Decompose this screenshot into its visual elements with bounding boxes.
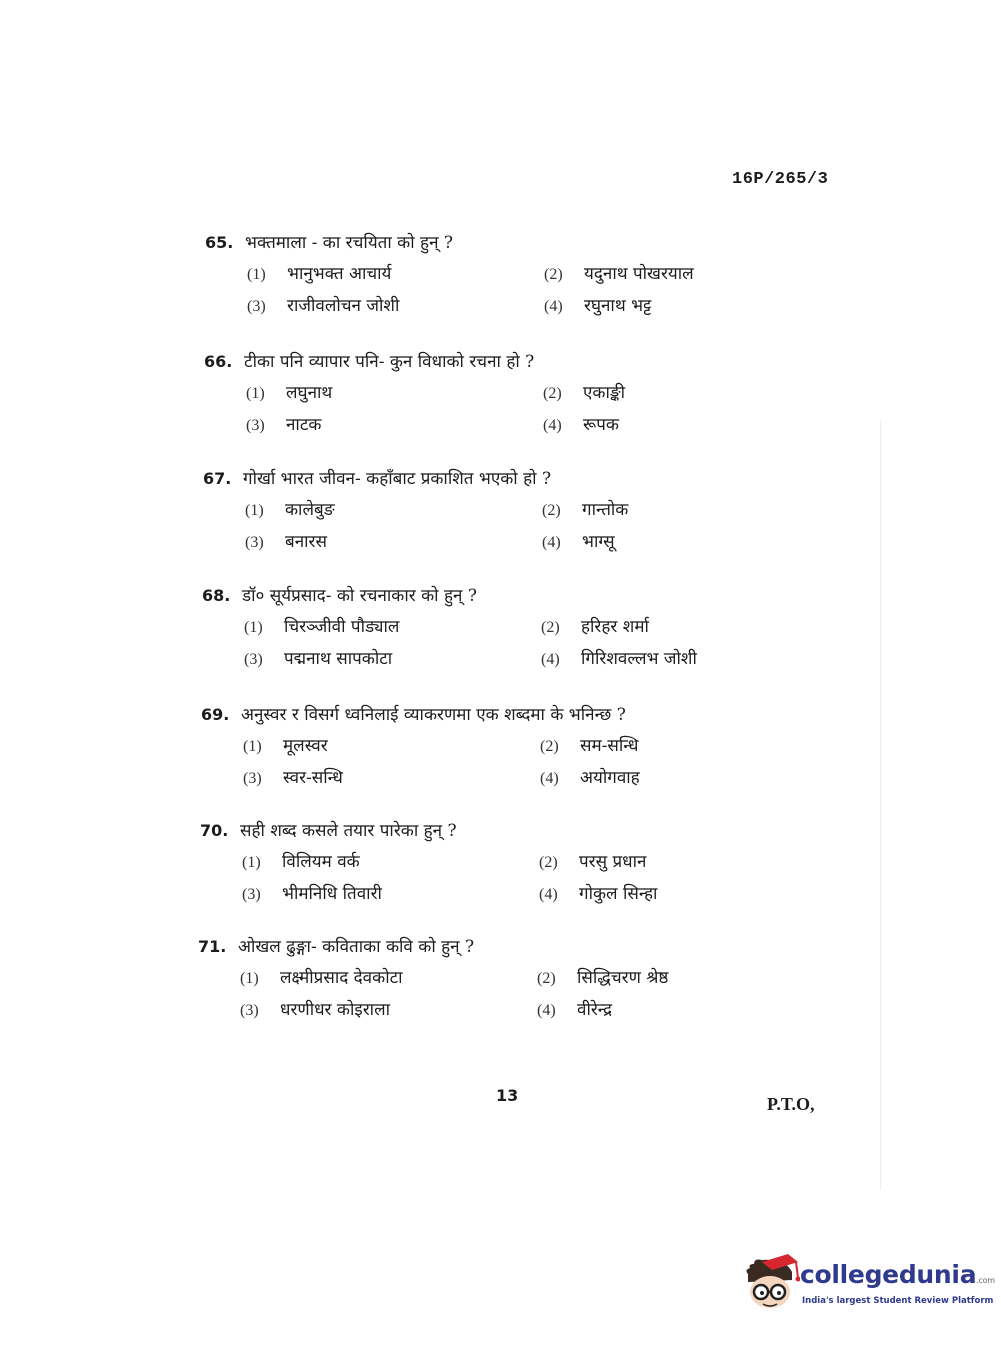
option-row (200, 878, 760, 910)
option-text: गान्तोक (582, 500, 629, 520)
option-3 (240, 994, 390, 1027)
option-4 (539, 878, 657, 911)
question-number: 68. (202, 586, 231, 605)
logo-brand-name: collegedunia (800, 1260, 977, 1289)
option-text: पद्मनाथ सापकोटा (284, 649, 393, 669)
option-row (202, 611, 762, 643)
question-text: भक्तमाला - का रचयिता को हुन् ? (245, 233, 454, 253)
option-text: रघुनाथ भट्ट (584, 296, 652, 316)
option-2 (543, 377, 625, 410)
option-number: (2) (542, 502, 561, 519)
option-number: (2) (539, 854, 558, 871)
option-4 (540, 762, 640, 795)
option-text: कालेबुङ (285, 500, 335, 520)
question-66 (204, 347, 764, 441)
option-text: लघुनाथ (286, 383, 333, 403)
option-1 (247, 258, 391, 291)
option-number: (4) (541, 651, 560, 668)
option-text: सम-सन्धि (580, 736, 639, 756)
option-number: (3) (245, 534, 264, 551)
option-number: (4) (543, 417, 562, 434)
question-stem (201, 700, 761, 730)
option-2 (537, 962, 668, 995)
option-4 (541, 643, 697, 676)
option-3 (245, 526, 327, 559)
option-number: (1) (246, 385, 265, 402)
option-3 (243, 762, 343, 795)
option-text: नाटक (286, 415, 322, 435)
option-2 (544, 258, 694, 291)
logo-dotcom: .com (976, 1276, 995, 1285)
option-number: (4) (542, 534, 561, 551)
option-row (200, 846, 760, 878)
question-67 (203, 464, 763, 558)
option-number: (1) (243, 738, 262, 755)
option-text: गोकुल सिन्हा (579, 884, 658, 904)
collegedunia-logo (742, 1252, 995, 1316)
option-text: स्वर-सन्धि (283, 768, 343, 788)
option-number: (3) (246, 417, 265, 434)
question-stem (198, 932, 758, 962)
option-4 (537, 994, 612, 1027)
question-text: टीका पनि व्यापार पनि- कुन विधाको रचना हो ? (244, 352, 535, 372)
option-row (201, 762, 761, 794)
option-number: (1) (247, 266, 266, 283)
option-2 (542, 494, 628, 527)
option-text: अयोगवाह (580, 768, 640, 788)
question-69 (201, 700, 761, 794)
option-text: लक्ष्मीप्रसाद देवकोटा (280, 968, 403, 988)
option-3 (244, 643, 392, 676)
option-number: (3) (242, 886, 261, 903)
option-text: विलियम वर्क (282, 852, 360, 872)
option-row (203, 494, 763, 526)
question-text: डॉ० सूर्यप्रसाद- को रचनाकार को हुन् ? (242, 586, 477, 606)
option-2 (540, 730, 638, 763)
logo-tagline: India's largest Student Review Platform (802, 1296, 994, 1306)
option-text: एकाङ्की (583, 383, 626, 403)
question-stem (205, 228, 765, 258)
question-text: अनुस्वर र विसर्ग ध्वनिलाई व्याकरणमा एक शब्दमा के भनिन्छ ? (241, 705, 626, 725)
question-number: 71. (198, 937, 227, 956)
option-text: भानुभक्त आचार्य (287, 264, 392, 284)
option-number: (4) (540, 770, 559, 787)
option-number: (4) (544, 298, 563, 315)
option-number: (3) (240, 1002, 259, 1019)
option-number: (1) (244, 619, 263, 636)
question-stem (203, 464, 763, 494)
option-number: (3) (243, 770, 262, 787)
option-text: यदुनाथ पोखरयाल (584, 264, 694, 284)
question-number: 67. (203, 469, 232, 488)
question-stem (204, 347, 764, 377)
option-text: धरणीधर कोइराला (280, 1000, 391, 1020)
option-number: (2) (541, 619, 560, 636)
option-row (202, 643, 762, 675)
option-number: (1) (245, 502, 264, 519)
question-number: 66. (204, 352, 233, 371)
question-stem (200, 816, 760, 846)
option-text: भीमनिधि तिवारी (282, 884, 382, 904)
option-4 (542, 526, 615, 559)
option-text: वीरेन्द्र (577, 1000, 613, 1020)
graduate-mascot-icon (742, 1252, 800, 1316)
option-1 (243, 730, 328, 763)
question-70 (200, 816, 760, 910)
option-number: (2) (537, 970, 556, 987)
option-3 (246, 409, 321, 442)
option-number: (2) (544, 266, 563, 283)
option-row (198, 962, 758, 994)
option-number: (2) (543, 385, 562, 402)
page-number: 13 (496, 1086, 519, 1105)
option-number: (3) (244, 651, 263, 668)
question-stem (202, 581, 762, 611)
scan-margin-line (880, 420, 881, 1190)
option-1 (240, 962, 403, 995)
option-row (203, 526, 763, 558)
option-text: मूलस्वर (283, 736, 328, 756)
question-number: 65. (205, 233, 234, 252)
paper-code: 16P/265/3 (732, 170, 829, 189)
option-4 (543, 409, 619, 442)
option-1 (242, 846, 360, 879)
option-text: बनारस (285, 532, 327, 552)
option-text: सिद्धिचरण श्रेष्ठ (577, 968, 669, 988)
option-2 (541, 611, 649, 644)
option-1 (244, 611, 399, 644)
option-1 (246, 377, 332, 410)
option-2 (539, 846, 646, 879)
option-text: भाग्सू (582, 532, 615, 552)
option-text: रूपक (583, 415, 619, 435)
option-3 (247, 290, 399, 323)
question-number: 69. (201, 705, 230, 724)
option-1 (245, 494, 335, 527)
option-text: राजीवलोचन जोशी (287, 296, 400, 316)
option-text: चिरञ्जीवी पौड्याल (284, 617, 400, 637)
option-row (204, 377, 764, 409)
option-row (204, 409, 764, 441)
option-number: (3) (247, 298, 266, 315)
question-text: सही शब्द कसले तयार पारेका हुन् ? (240, 821, 457, 841)
pto-label: P.T.O, (767, 1094, 815, 1114)
option-text: गिरिशवल्लभ जोशी (581, 649, 697, 669)
option-4 (544, 290, 651, 323)
option-text: हरिहर शर्मा (581, 617, 649, 637)
question-text: गोर्खा भारत जीवन- कहाँबाट प्रकाशित भएको हो ? (243, 469, 552, 489)
option-number: (1) (240, 970, 259, 987)
question-65 (205, 228, 765, 322)
option-row (205, 290, 765, 322)
question-text: ओखल ढुङ्गा- कविताका कवि को हुन् ? (238, 937, 475, 957)
question-68 (202, 581, 762, 675)
option-number: (2) (540, 738, 559, 755)
option-text: परसु प्रधान (579, 852, 647, 872)
option-number: (4) (539, 886, 558, 903)
question-71 (198, 932, 758, 1026)
option-row (205, 258, 765, 290)
option-row (201, 730, 761, 762)
option-3 (242, 878, 382, 911)
option-row (198, 994, 758, 1026)
question-number: 70. (200, 821, 229, 840)
option-number: (4) (537, 1002, 556, 1019)
option-number: (1) (242, 854, 261, 871)
